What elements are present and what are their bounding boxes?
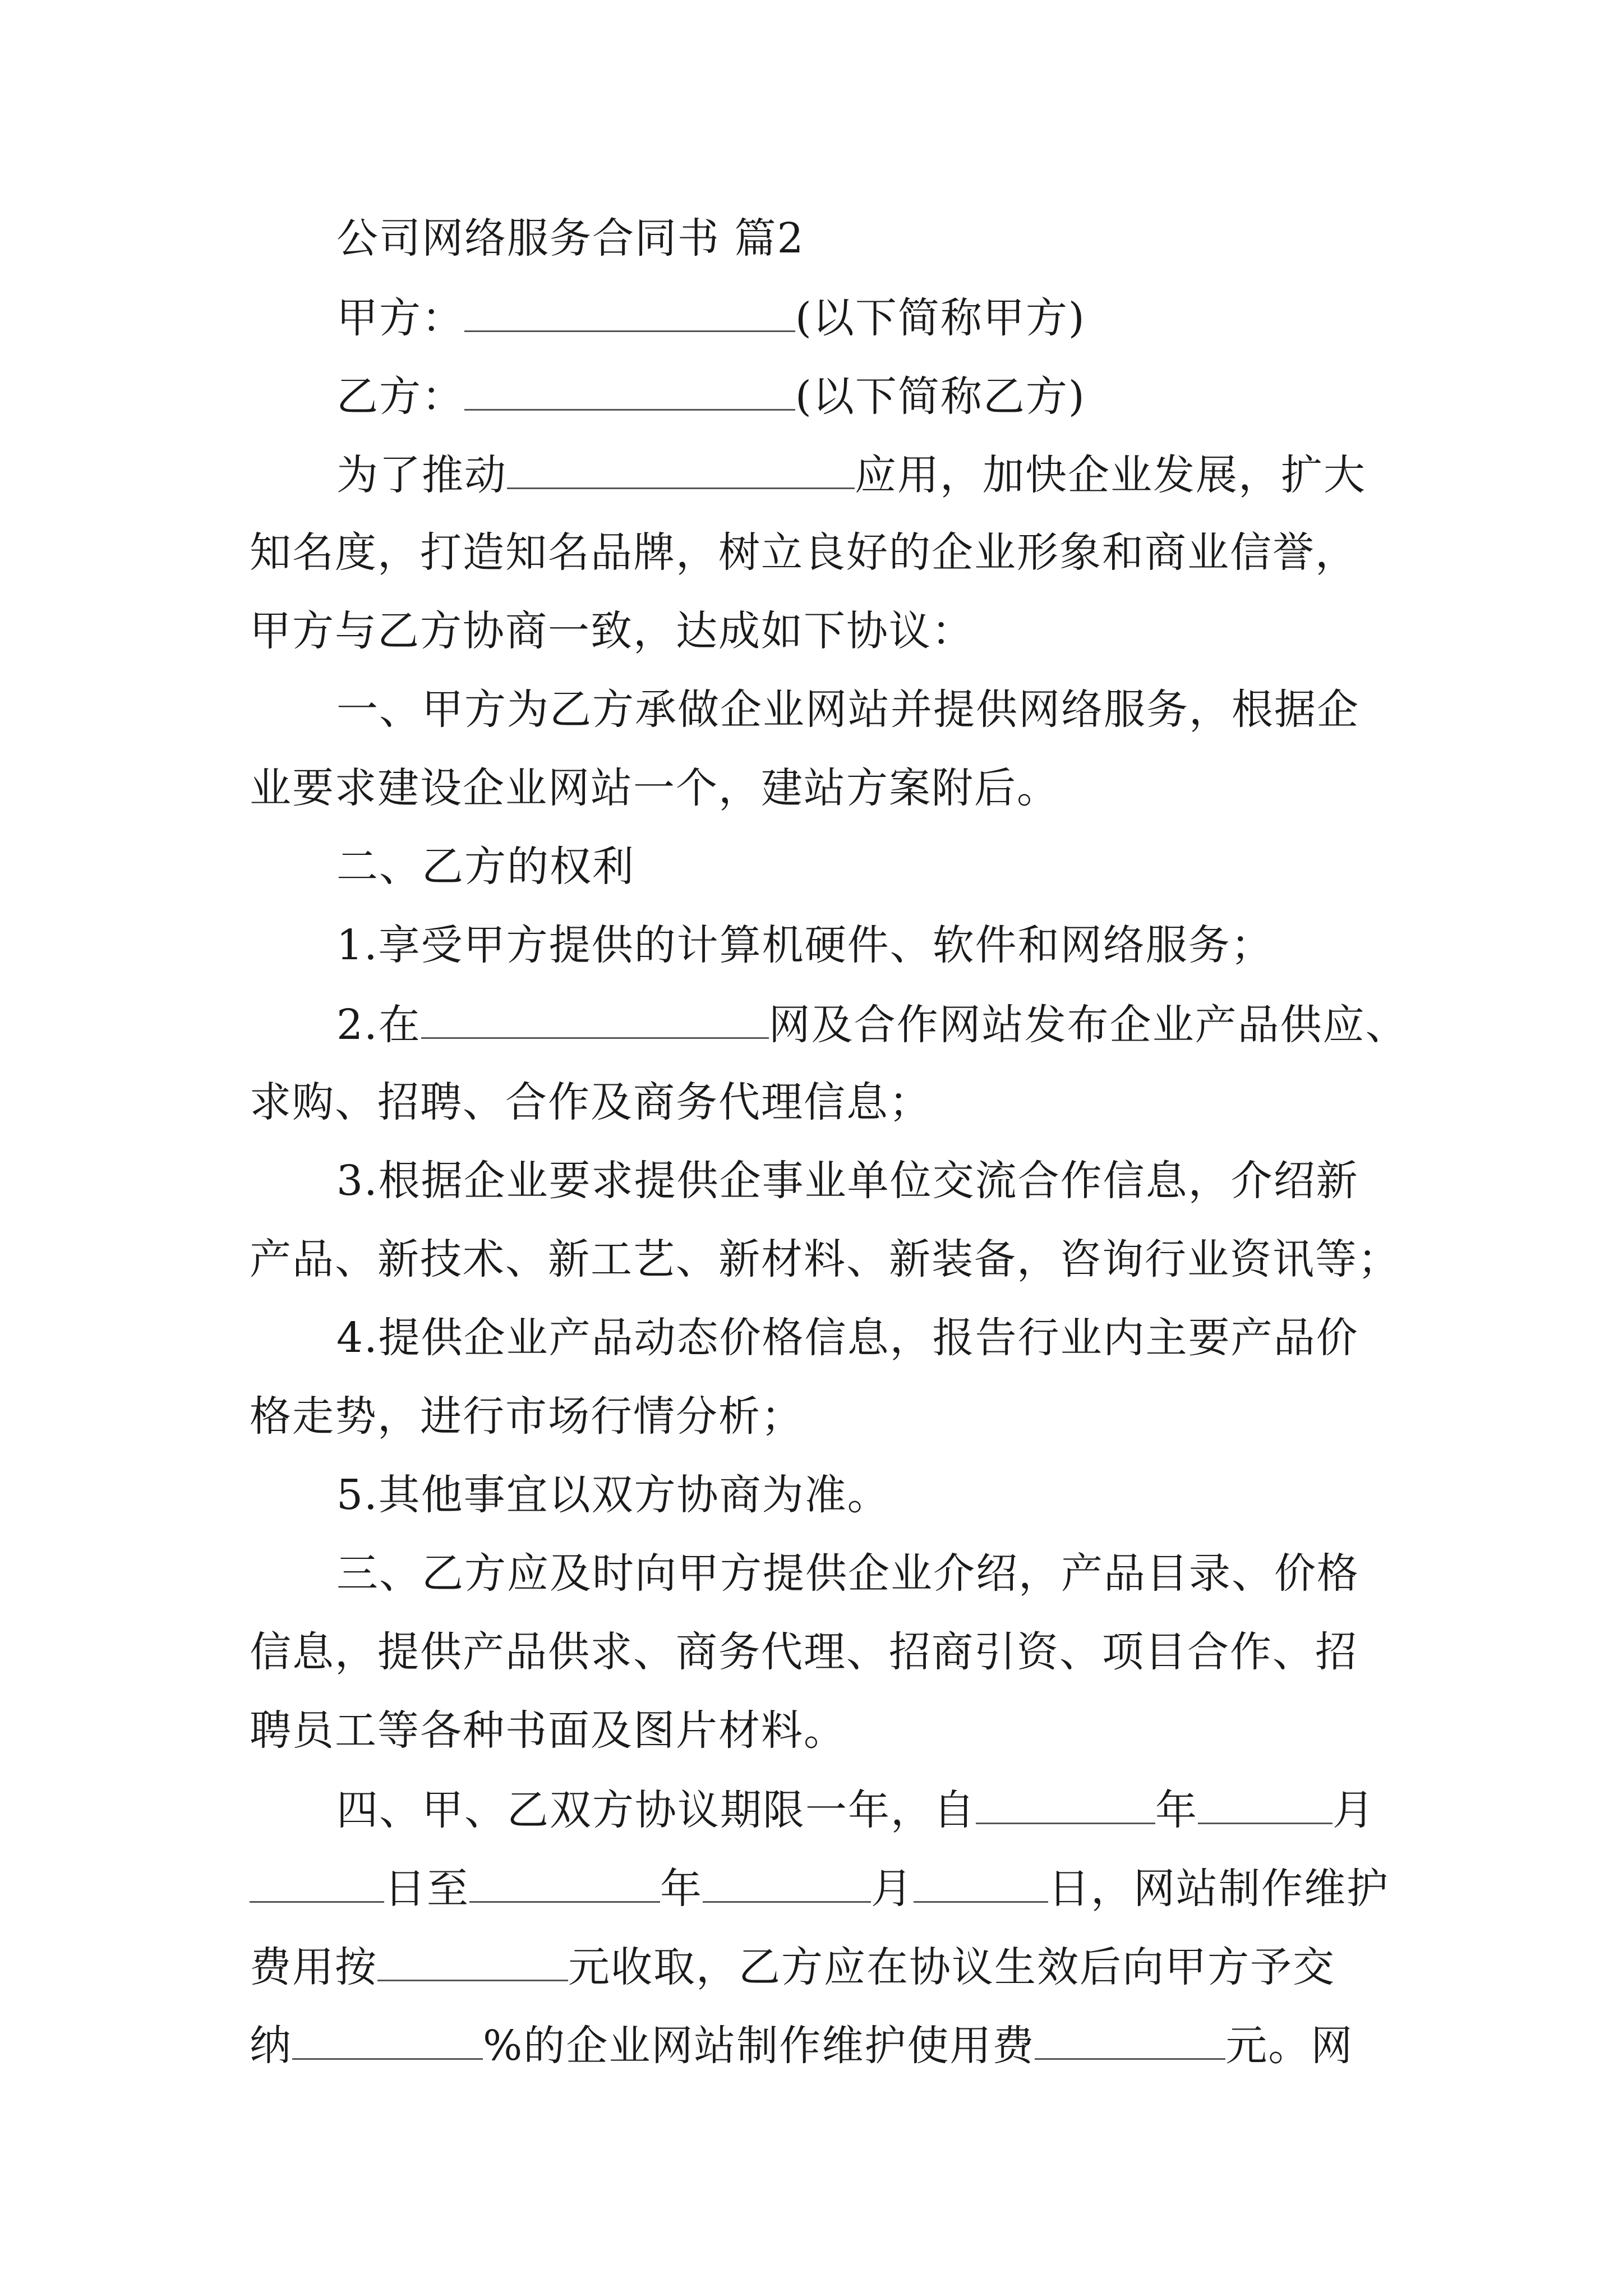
end-day-blank bbox=[914, 1860, 1048, 1903]
item-2-text-a: 2.在 bbox=[336, 1001, 421, 1049]
fee-rate-blank bbox=[377, 1938, 568, 1981]
clause-3-line-2 bbox=[250, 1624, 1358, 1680]
end-year-blank bbox=[469, 1860, 660, 1903]
clause-2-heading bbox=[336, 839, 635, 895]
intro-text-b: 应用，加快企业发展，扩大 bbox=[855, 451, 1366, 499]
clause-2-item-1 bbox=[336, 917, 1274, 973]
fee-amount-blank bbox=[1035, 2017, 1225, 2060]
clause-2-item-2-line-1 bbox=[336, 996, 1408, 1053]
clause-2-item-4-line-2 bbox=[250, 1388, 804, 1444]
party-b-blank bbox=[464, 367, 795, 411]
party-a-label: 甲方： bbox=[336, 294, 464, 342]
intro-blank bbox=[507, 446, 855, 489]
clause-3-text: 聘员工等各种书面及图片材料。 bbox=[250, 1706, 846, 1755]
clause-3-line-3 bbox=[250, 1703, 846, 1759]
document-title bbox=[336, 210, 805, 266]
party-a-blank bbox=[464, 289, 795, 332]
clause-2-item-4-line-1 bbox=[336, 1310, 1359, 1366]
item-4-text: 格走势，进行市场行情分析； bbox=[250, 1392, 804, 1441]
party-b-label: 乙方： bbox=[336, 372, 464, 421]
item-5-text: 5.其他事宜以双方协商为准。 bbox=[336, 1471, 890, 1519]
clause-1-text: 一、甲方为乙方承做企业网站并提供网络服务，根据企 bbox=[336, 685, 1359, 734]
party-a-suffix: (以下简称甲方) bbox=[795, 294, 1086, 342]
clause-3-line-1 bbox=[336, 1545, 1359, 1602]
party-a-line bbox=[336, 289, 1086, 346]
clause-4-text: 月 bbox=[871, 1865, 914, 1913]
clause-4-text: 纳 bbox=[250, 2022, 292, 2070]
clause-2-item-3-line-1 bbox=[336, 1153, 1359, 1209]
clause-4-text: %的企业网站制作维护使用费 bbox=[483, 2022, 1035, 2070]
item-3-text: 产品、新技术、新工艺、新材料、新装备，咨询行业资讯等； bbox=[250, 1235, 1400, 1283]
clause-4-text: 月 bbox=[1332, 1786, 1375, 1834]
item-2-text-c: 求购、招聘、合作及商务代理信息； bbox=[250, 1078, 932, 1126]
start-month-blank bbox=[1198, 1781, 1332, 1824]
clause-4-text: 元。网 bbox=[1225, 2022, 1354, 2070]
intro-text: 知名度，打造知名品牌，树立良好的企业形象和商业信誉， bbox=[250, 528, 1358, 577]
clause-1-line-2 bbox=[250, 760, 1059, 816]
start-day-blank bbox=[250, 1860, 384, 1903]
clause-2-item-3-line-2 bbox=[250, 1231, 1400, 1287]
clause-4-text: 元收取，乙方应在协议生效后向甲方予交 bbox=[568, 1943, 1335, 1991]
clause-4-text: 费用按 bbox=[250, 1943, 377, 1991]
clause-4-line-1 bbox=[336, 1781, 1375, 1838]
item-4-text: 4.提供企业产品动态价格信息，报告行业内主要产品价 bbox=[336, 1314, 1359, 1362]
clause-4-text: 日，网站制作维护 bbox=[1048, 1865, 1389, 1913]
clause-4-line-4 bbox=[250, 2017, 1353, 2074]
clause-4-line-3 bbox=[250, 1938, 1335, 1995]
clause-1-text: 业要求建设企业网站一个，建站方案附后。 bbox=[250, 764, 1059, 812]
clause-2-heading-text: 二、乙方的权利 bbox=[336, 843, 635, 891]
clause-4-line-2 bbox=[250, 1860, 1389, 1917]
intro-line-2 bbox=[250, 524, 1358, 581]
item-3-text: 3.根据企业要求提供企事业单位交流合作信息，介绍新 bbox=[336, 1157, 1359, 1205]
end-month-blank bbox=[703, 1860, 871, 1903]
title-text: 公司网络服务合同书 篇2 bbox=[336, 214, 805, 263]
clause-4-text: 年 bbox=[660, 1865, 703, 1913]
item-1-text: 1.享受甲方提供的计算机硬件、软件和网络服务； bbox=[336, 921, 1274, 969]
clause-2-item-5 bbox=[336, 1467, 890, 1523]
party-b-line bbox=[336, 367, 1086, 425]
intro-line-3 bbox=[250, 603, 974, 659]
start-year-blank bbox=[976, 1781, 1155, 1824]
clause-3-text: 三、乙方应及时向甲方提供企业介绍，产品目录、价格 bbox=[336, 1549, 1359, 1598]
clause-4-text: 日至 bbox=[384, 1865, 469, 1913]
clause-4-text: 四、甲、乙双方协议期限一年，自 bbox=[336, 1786, 976, 1834]
clause-3-text: 信息，提供产品供求、商务代理、招商引资、项目合作、招 bbox=[250, 1628, 1358, 1676]
clause-4-text: 年 bbox=[1155, 1786, 1198, 1834]
party-b-suffix: (以下简称乙方) bbox=[795, 372, 1086, 421]
clause-2-item-2-line-2 bbox=[250, 1074, 932, 1130]
percent-blank bbox=[292, 2017, 483, 2060]
intro-line-1 bbox=[336, 446, 1366, 503]
intro-text: 甲方与乙方协商一致，达成如下协议： bbox=[250, 607, 974, 655]
clause-1-line-1 bbox=[336, 682, 1359, 738]
item-2-blank bbox=[421, 996, 769, 1039]
item-2-text-b: 网及合作网站发布企业产品供应、 bbox=[768, 1001, 1408, 1049]
intro-text-a: 为了推动 bbox=[336, 451, 507, 499]
